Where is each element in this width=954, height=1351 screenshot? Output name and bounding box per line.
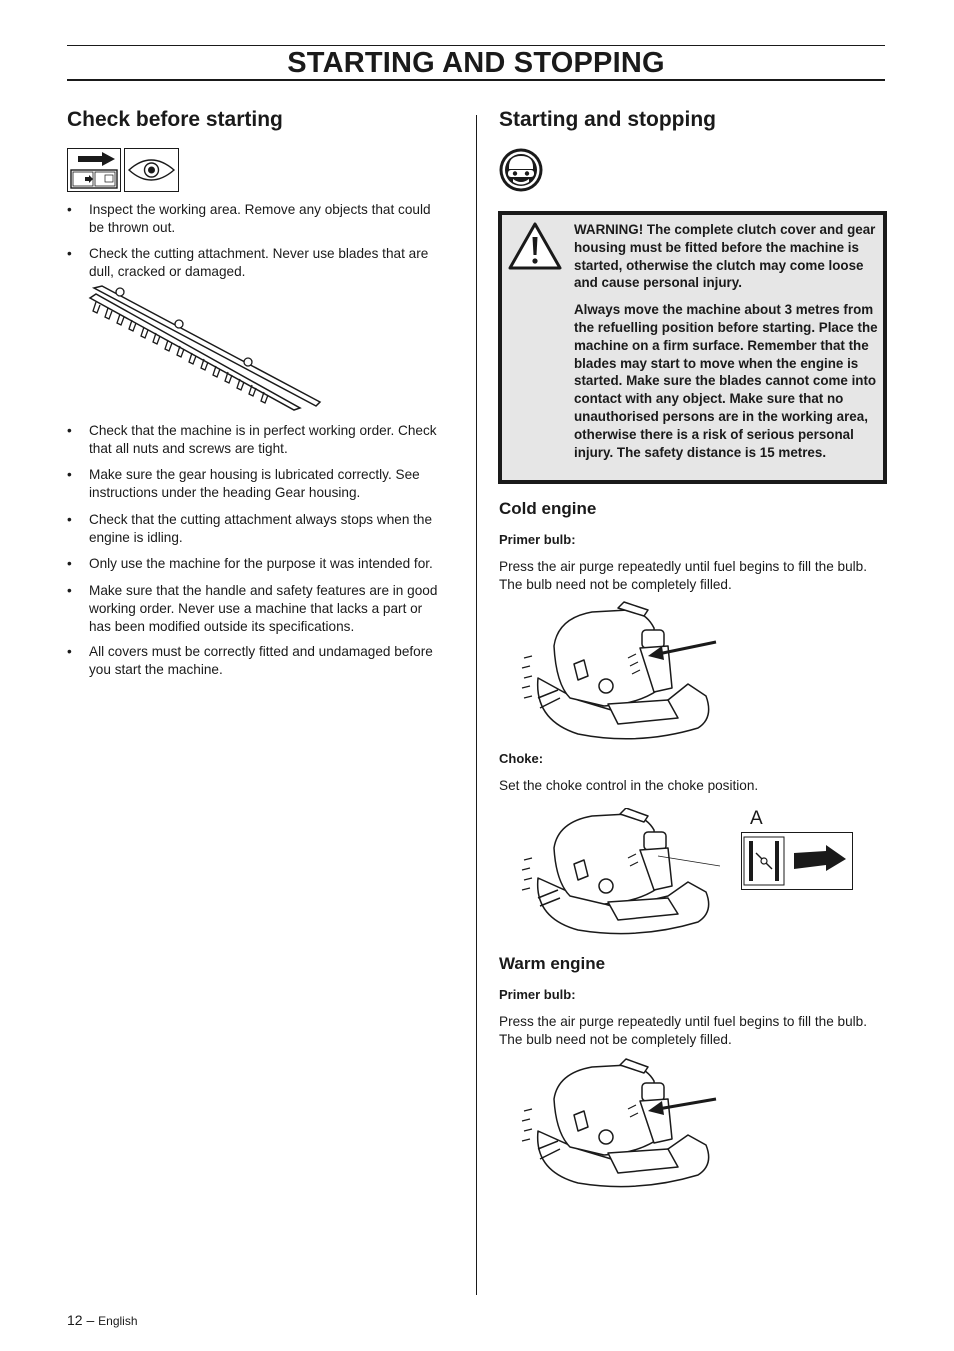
list-item: • Make sure that the handle and safety features are in good working order. Never use a machine that lacks a part or has been modified outside its specifications. — [67, 583, 438, 634]
eye-icon — [124, 148, 179, 192]
warning-text — [574, 221, 882, 470]
page-footer — [67, 1312, 138, 1328]
read-manual-icon — [67, 148, 121, 192]
list-item: • All covers must be correctly fitted and undamaged before you start the machine. — [67, 644, 433, 677]
list-item: • Make sure the gear housing is lubricated correctly. See instructions under the heading Gear housing. — [67, 467, 420, 500]
warning-paragraph-2: Always move the machine about 3 metres from the refuelling position before starting. Place the machine on a firm surface. Remember that the blades may start to move when the engine is started. Make sure the blades cannot come into contact with any object. Make sure that no unauthorised persons are in the working area, otherwise there is a risk of serious personal injury. The safety distance is 15 metres. — [574, 302, 878, 460]
choke-callout-label: A — [750, 808, 763, 829]
warm-engine-heading: Warm engine — [499, 954, 606, 973]
column-divider — [476, 115, 477, 1295]
list-item: • Only use the machine for the purpose it was intended for. — [67, 556, 433, 571]
list-item: • Check that the cutting attachment always stops when the engine is idling. — [67, 512, 433, 545]
warning-paragraph-1: WARNING! The complete clutch cover and gear housing must be fitted before the machine is started, otherwise the clutch may come loose and cause personal injury. — [574, 222, 876, 291]
hedge-trimmer-blade-illustration — [88, 284, 324, 412]
cold-engine-heading: Cold engine — [499, 499, 597, 518]
list-item: • Inspect the working area. Remove any objects that could be thrown out. — [67, 202, 431, 235]
choke-symbol-icon — [741, 832, 853, 890]
warning-triangle-icon — [507, 221, 563, 271]
protective-equipment-icon — [498, 147, 544, 193]
starting-and-stopping-heading: Starting and stopping — [499, 108, 716, 131]
warm-primer-label: Primer bulb: — [499, 987, 576, 1002]
cold-primer-text: Press the air purge repeatedly until fuel begins to fill the bulb. The bulb need not be completely filled. — [499, 559, 868, 592]
cold-primer-label: Primer bulb: — [499, 532, 576, 547]
page-title: STARTING AND STOPPING — [67, 45, 885, 81]
footer-language: English — [98, 1314, 138, 1328]
engine-choke-illustration — [518, 808, 720, 940]
warning-box — [498, 211, 887, 484]
list-item: • Check that the machine is in perfect working order. Check that all nuts and screws are tight. — [67, 423, 437, 456]
check-before-starting-heading: Check before starting — [67, 108, 283, 131]
engine-primer-illustration-cold — [518, 600, 720, 746]
choke-label: Choke: — [499, 751, 544, 766]
page-number: 12 – — [67, 1312, 95, 1328]
list-item: • Check the cutting attachment. Never use blades that are dull, cracked or damaged. — [67, 246, 429, 279]
choke-text: Set the choke control in the choke position. — [499, 778, 759, 793]
engine-primer-illustration-warm — [518, 1055, 720, 1195]
warm-primer-text: Press the air purge repeatedly until fuel begins to fill the bulb. The bulb need not be completely filled. — [499, 1014, 868, 1047]
